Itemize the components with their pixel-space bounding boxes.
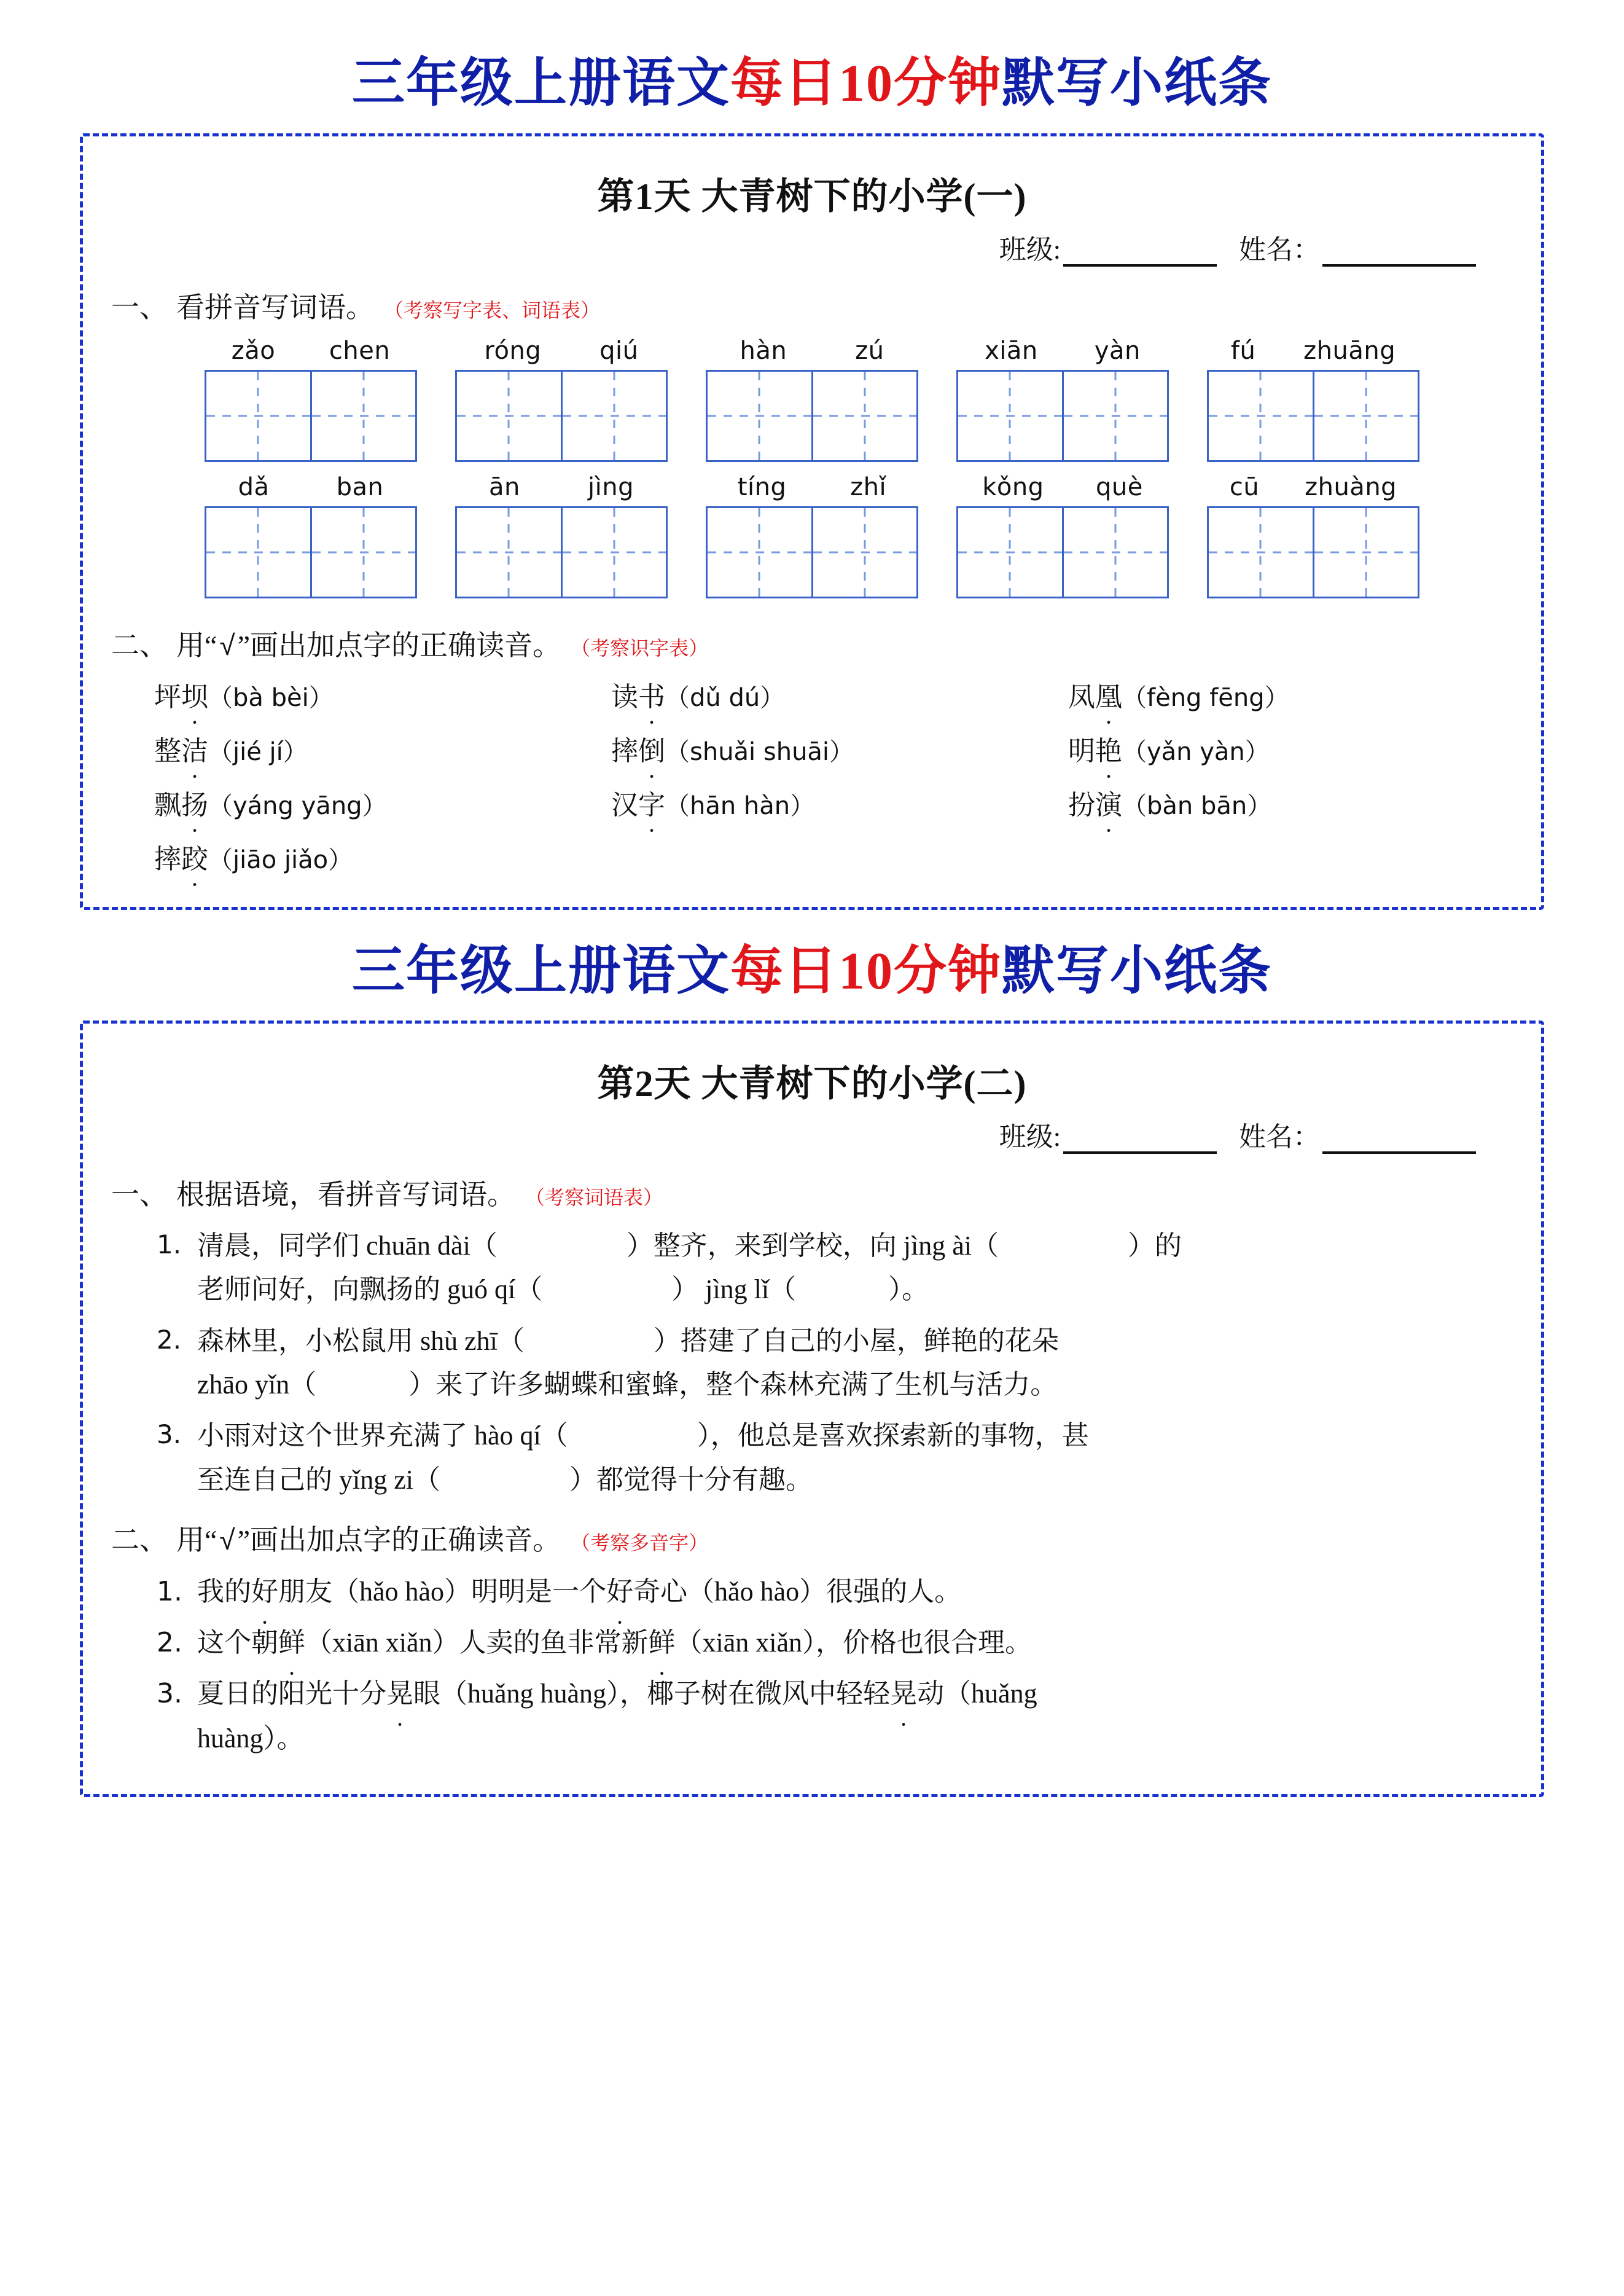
sentence-text: 清晨，同学们 chuān dài（	[197, 1231, 498, 1261]
item-index: 3.	[157, 1677, 182, 1709]
day2-class-field[interactable]	[999, 1115, 1217, 1154]
tianzige-box[interactable]	[956, 370, 1169, 462]
choice-pinyin: （jiāo jiǎo）	[208, 845, 353, 874]
sentence-text: （xiān xiǎn），价格也很合理。	[675, 1627, 1033, 1658]
dotted-char: 晃	[386, 1678, 413, 1709]
dotted-char: 晃	[890, 1678, 918, 1709]
pinyin-grid-cell	[706, 337, 918, 462]
pinyin-syllable: yàn	[1094, 336, 1141, 365]
item-index: 3.	[157, 1419, 182, 1450]
sentence-text: ）都觉得十分有趣。	[569, 1464, 813, 1495]
tianzige-box[interactable]	[1207, 506, 1419, 598]
choice-pinyin: （hān hàn）	[665, 791, 815, 820]
name-blank[interactable]	[1322, 1148, 1476, 1154]
sentence-text: ） jìng lǐ（	[671, 1274, 797, 1305]
pinyin-syllable: ban	[336, 472, 384, 501]
item-body	[197, 1671, 1037, 1761]
list-item	[157, 1414, 1513, 1502]
q2-post: ”画出加点字的正确读音。	[237, 629, 561, 661]
list-item[interactable]	[157, 1569, 1513, 1614]
pinyin-grid-cell	[956, 337, 1169, 462]
pinyin-syllable: xiān	[985, 336, 1038, 365]
q1-note: （考察词语表）	[525, 1186, 663, 1209]
choice-word: 明	[1068, 735, 1095, 766]
dotted-char: 书	[638, 681, 665, 712]
choice-item[interactable]	[611, 729, 1056, 768]
dotted-char: 好	[251, 1576, 278, 1607]
pinyin-label	[455, 337, 668, 365]
choice-pinyin: （fèng fēng）	[1122, 683, 1289, 712]
pinyin-syllable: kǒng	[982, 472, 1044, 501]
choice-item[interactable]	[611, 783, 1056, 822]
pinyin-syllable: jìng	[587, 472, 634, 501]
choice-word: 摔	[154, 844, 181, 874]
choice-word: 扮	[1068, 789, 1095, 820]
day1-id-line	[111, 227, 1476, 267]
pinyin-syllable: què	[1095, 472, 1143, 501]
choice-item[interactable]	[154, 729, 599, 768]
choice-pinyin: （yáng yāng）	[208, 791, 387, 820]
pinyin-grid-cell	[455, 473, 668, 598]
q1-number: 一、	[111, 291, 168, 323]
banner-part1: 三年级上册语文	[352, 53, 730, 112]
pinyin-label	[956, 473, 1169, 501]
choice-item[interactable]	[611, 675, 1056, 714]
choice-pinyin: （jié jí）	[208, 737, 308, 766]
pinyin-grid-row-1	[111, 337, 1513, 462]
pinyin-label	[205, 337, 417, 365]
choice-word: 坪	[154, 681, 181, 712]
class-label: 班级:	[999, 1122, 1061, 1153]
day1-class-field[interactable]	[999, 227, 1217, 267]
check-mark-icon: √	[219, 1523, 235, 1556]
dotted-char: 好	[606, 1576, 634, 1607]
pinyin-label	[706, 337, 918, 365]
day2-name-field[interactable]	[1239, 1115, 1476, 1154]
pinyin-syllable: ān	[489, 472, 520, 501]
sentence-text: 我的	[197, 1576, 251, 1607]
banner-title-day2	[80, 942, 1544, 1000]
q1-text: 根据语境，看拼音写词语。	[176, 1179, 515, 1211]
q1-text: 看拼音写词语。	[176, 291, 374, 323]
banner-part2: 每日10分钟	[730, 53, 1002, 112]
sentence-text: ），他总是喜欢探索新的事物，甚	[697, 1420, 1089, 1451]
item-body	[197, 1319, 1513, 1407]
day1-title: 第1天 大青树下的小学(一)	[597, 176, 1027, 217]
sentence-text: ）搭建了自己的小屋，鲜艳的花朵	[653, 1325, 1059, 1356]
pinyin-grid-cell	[205, 337, 417, 462]
day2-sentence-list	[157, 1224, 1513, 1502]
item-body	[197, 1224, 1513, 1312]
pinyin-grid-cell	[455, 337, 668, 462]
sentence-text: ）来了许多蝴蝶和蜜蜂，整个森林充满了生机与活力。	[408, 1369, 1058, 1400]
pinyin-label	[956, 337, 1169, 365]
item-body	[197, 1569, 961, 1614]
name-label: 姓名：	[1239, 1122, 1320, 1153]
dotted-char: 字	[638, 789, 665, 820]
tianzige-box[interactable]	[455, 506, 668, 598]
pinyin-syllable: chen	[329, 336, 391, 365]
choice-pinyin: （bà bèi）	[208, 683, 334, 712]
pinyin-grid-cell	[706, 473, 918, 598]
pinyin-syllable: hàn	[740, 336, 787, 365]
tianzige-box[interactable]	[205, 370, 417, 462]
sentence-text: ）整齐，来到学校，向 jìng ài（	[626, 1231, 999, 1261]
dotted-char: 洁	[181, 735, 208, 766]
banner-part3: 默写小纸条	[1002, 941, 1272, 1000]
pinyin-syllable: zǎo	[231, 336, 276, 365]
pinyin-grid-cell	[1207, 473, 1419, 598]
dotted-char: 坝	[181, 681, 208, 712]
sentence-text: 至连自己的 yǐng zi（	[197, 1464, 440, 1495]
sentence-text: 这个朝	[197, 1627, 278, 1658]
choice-item[interactable]	[1068, 675, 1513, 714]
day2-id-line	[111, 1115, 1476, 1154]
pinyin-syllable: róng	[484, 336, 542, 365]
dotted-char: 艳	[1095, 735, 1122, 766]
dotted-char: 凰	[1095, 681, 1122, 712]
sentence-text: 奇心（hǎo hào）很强的人。	[633, 1576, 962, 1607]
sentence-text: huàng）。	[197, 1723, 304, 1753]
dotted-char: 倒	[638, 735, 665, 766]
tianzige-box[interactable]	[956, 506, 1169, 598]
sentence-text: 动（huǎng	[917, 1678, 1037, 1709]
pinyin-syllable: dǎ	[238, 472, 270, 501]
day1-question1-heading	[111, 285, 1513, 326]
q2-pre: 用“	[176, 1524, 217, 1556]
tianzige-box[interactable]	[706, 370, 918, 462]
banner-part1: 三年级上册语文	[352, 941, 730, 1000]
sentence-text: 夏日的阳光十分	[197, 1678, 386, 1709]
tianzige-box[interactable]	[455, 370, 668, 462]
choice-item[interactable]	[1068, 729, 1513, 768]
pinyin-syllable: qiú	[599, 336, 639, 365]
sentence-text: zhāo yǐn（	[197, 1369, 317, 1400]
dotted-char: 跤	[181, 844, 208, 874]
day2-duoyin-list	[157, 1569, 1513, 1761]
class-label: 班级:	[999, 234, 1061, 265]
list-item	[157, 1224, 1513, 1312]
item-index: 2.	[157, 1626, 182, 1658]
pinyin-label	[706, 473, 918, 501]
list-item	[157, 1319, 1513, 1407]
choice-pinyin: （bàn bān）	[1122, 791, 1272, 820]
pinyin-label	[1207, 337, 1419, 365]
dotted-char: 鲜	[648, 1627, 676, 1658]
sentence-text: 森林里，小松鼠用 shù zhī（	[197, 1325, 525, 1356]
q1-note: （考察写字表、词语表）	[384, 299, 601, 321]
class-blank[interactable]	[1063, 261, 1217, 267]
name-blank[interactable]	[1322, 261, 1476, 267]
day1-question2-heading	[111, 623, 1513, 664]
q2-pre: 用“	[176, 629, 217, 661]
choice-word: 摔	[611, 735, 638, 766]
item-body	[197, 1620, 1032, 1665]
banner-part2: 每日10分钟	[730, 941, 1002, 1000]
pinyin-syllable: fú	[1230, 336, 1256, 365]
worksheet-day2	[80, 1021, 1544, 1797]
sentence-text: 小雨对这个世界充满了 hào qí（	[197, 1420, 568, 1451]
pinyin-syllable: cū	[1229, 472, 1260, 501]
pinyin-syllable: zhǐ	[850, 472, 887, 501]
pinyin-syllable: zú	[855, 336, 884, 365]
choice-word: 汉	[611, 789, 638, 820]
list-item[interactable]	[157, 1671, 1513, 1761]
item-index: 2.	[157, 1324, 182, 1355]
choice-item[interactable]	[1068, 783, 1513, 822]
sentence-text: ）的	[1128, 1231, 1182, 1261]
sentence-text: ）。	[888, 1274, 929, 1305]
choice-word: 整	[154, 735, 181, 766]
pinyin-grid-cell	[956, 473, 1169, 598]
banner-title-day1	[80, 54, 1544, 112]
dotted-char: 扬	[181, 789, 208, 820]
pinyin-syllable: tíng	[737, 472, 787, 501]
pinyin-syllable: zhuàng	[1305, 472, 1397, 501]
day1-choice-list	[154, 675, 1513, 876]
q1-number: 一、	[111, 1179, 168, 1211]
banner-part3: 默写小纸条	[1002, 53, 1272, 112]
choice-word: 读	[611, 681, 638, 712]
pinyin-grid-row-2	[111, 473, 1513, 598]
pinyin-syllable: zhuāng	[1303, 336, 1396, 365]
q2-number: 二、	[111, 1524, 168, 1556]
class-blank[interactable]	[1063, 1148, 1217, 1154]
tianzige-box[interactable]	[1207, 370, 1419, 462]
choice-pinyin: （dǔ dú）	[665, 683, 785, 712]
pinyin-label	[455, 473, 668, 501]
day1-name-field[interactable]	[1239, 227, 1476, 267]
choice-pinyin: （shuǎi shuāi）	[665, 737, 854, 766]
sentence-text: 朋友（hǎo hào）明明是一个	[278, 1576, 607, 1607]
pinyin-label	[1207, 473, 1419, 501]
choice-word: 飘	[154, 789, 181, 820]
q2-note: （考察多音字）	[571, 1531, 709, 1554]
dotted-char: 鲜	[278, 1627, 305, 1658]
name-label: 姓名：	[1239, 234, 1320, 265]
day2-title: 第2天 大青树下的小学(二)	[597, 1064, 1027, 1105]
choice-item[interactable]	[154, 675, 599, 714]
q2-note: （考察识字表）	[571, 637, 709, 659]
pinyin-label	[205, 473, 417, 501]
pinyin-grid-cell	[1207, 337, 1419, 462]
item-index: 1.	[157, 1575, 182, 1607]
tianzige-box[interactable]	[205, 506, 417, 598]
choice-pinyin: （yǎn yàn）	[1122, 737, 1270, 766]
choice-item[interactable]	[154, 837, 599, 876]
item-body	[197, 1414, 1513, 1502]
sentence-text: 老师问好，向飘扬的 guó qí（	[197, 1274, 543, 1305]
tianzige-box[interactable]	[706, 506, 918, 598]
day2-question2-heading	[111, 1518, 1513, 1558]
pinyin-grid-cell	[205, 473, 417, 598]
sentence-text: （xiān xiǎn）人卖的鱼非常新	[305, 1627, 649, 1658]
list-item[interactable]	[157, 1620, 1513, 1665]
choice-item[interactable]	[154, 783, 599, 822]
q2-number: 二、	[111, 629, 168, 661]
check-mark-icon: √	[219, 629, 235, 661]
worksheet-day1	[80, 133, 1544, 910]
sentence-text: 眼（huǎng huàng），椰子树在微风中轻轻	[413, 1678, 891, 1709]
dotted-char: 演	[1095, 789, 1122, 820]
item-index: 1.	[157, 1229, 182, 1260]
q2-post: ”画出加点字的正确读音。	[237, 1524, 561, 1556]
day2-question1-heading	[111, 1172, 1513, 1213]
choice-word: 凤	[1068, 681, 1095, 712]
